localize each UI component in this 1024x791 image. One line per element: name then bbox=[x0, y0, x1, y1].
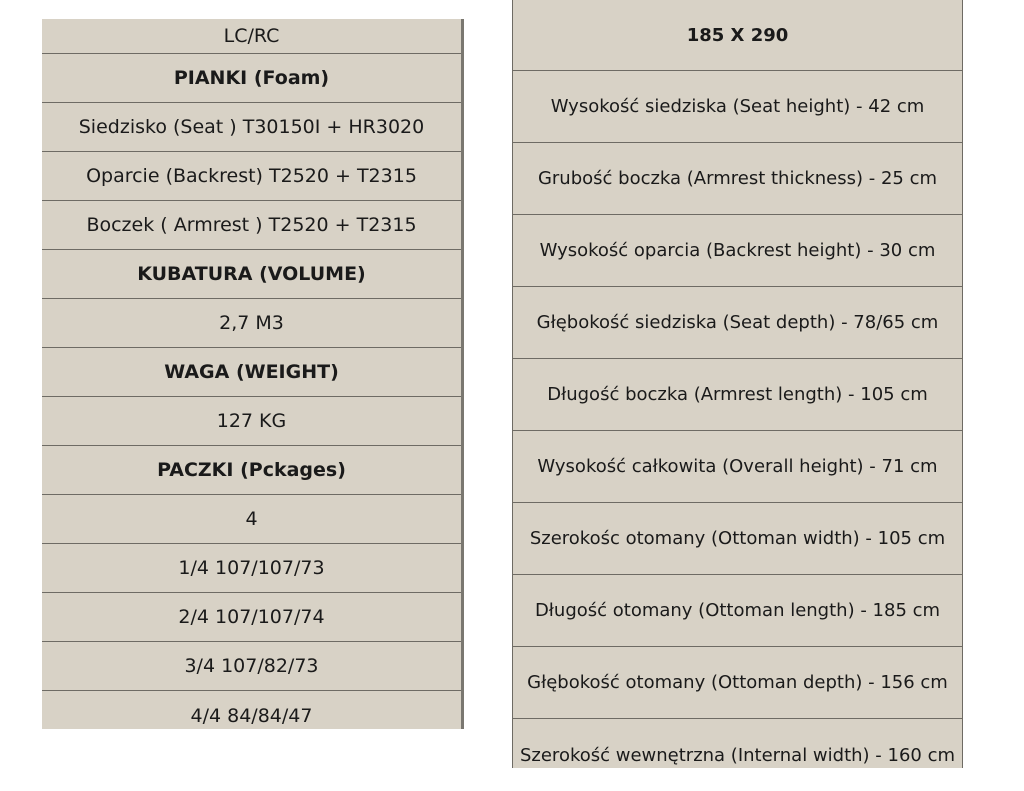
dimensions-header: 185 X 290 bbox=[513, 0, 962, 71]
table-row: 2/4 107/107/74 bbox=[42, 593, 461, 642]
specs-table bbox=[42, 19, 464, 729]
table-row: Boczek ( Armrest ) T2520 + T2315 bbox=[42, 201, 461, 250]
table-row: Długość boczka (Armrest length) - 105 cm bbox=[513, 359, 962, 431]
table-row: Wysokość całkowita (Overall height) - 71 cm bbox=[513, 431, 962, 503]
table-row: 1/4 107/107/73 bbox=[42, 544, 461, 593]
table-row: 4/4 84/84/47 bbox=[190, 704, 313, 727]
table-row: 3/4 107/82/73 bbox=[42, 642, 461, 691]
table-row: Oparcie (Backrest) T2520 + T2315 bbox=[42, 152, 461, 201]
table-row: Wysokość oparcia (Backrest height) - 30 cm bbox=[513, 215, 962, 287]
section-heading: KUBATURA (VOLUME) bbox=[42, 250, 461, 299]
table-row: Głębokość otomany (Ottoman depth) - 156 cm bbox=[513, 647, 962, 719]
table-row: Głębokość siedziska (Seat depth) - 78/65 cm bbox=[513, 287, 962, 359]
table-row: Siedzisko (Seat ) T30150I + HR3020 bbox=[42, 103, 461, 152]
section-heading: WAGA (WEIGHT) bbox=[42, 348, 461, 397]
section-heading: PACZKI (Pckages) bbox=[42, 446, 461, 495]
table-row: Szerokośc otomany (Ottoman width) - 105 cm bbox=[513, 503, 962, 575]
table-row: 2,7 M3 bbox=[42, 299, 461, 348]
table-row: 4 bbox=[42, 495, 461, 544]
table-row: Szerokość wewnętrzna (Internal width) - 160 cm bbox=[519, 744, 956, 766]
table-row: LC/RC bbox=[42, 19, 461, 54]
table-row: 127 KG bbox=[42, 397, 461, 446]
table-row: Długość otomany (Ottoman length) - 185 cm bbox=[513, 575, 962, 647]
table-row: Grubość boczka (Armrest thickness) - 25 cm bbox=[513, 143, 962, 215]
table-row: Wysokość siedziska (Seat height) - 42 cm bbox=[513, 71, 962, 143]
section-heading: PIANKI (Foam) bbox=[42, 54, 461, 103]
dimensions-table bbox=[512, 0, 963, 768]
